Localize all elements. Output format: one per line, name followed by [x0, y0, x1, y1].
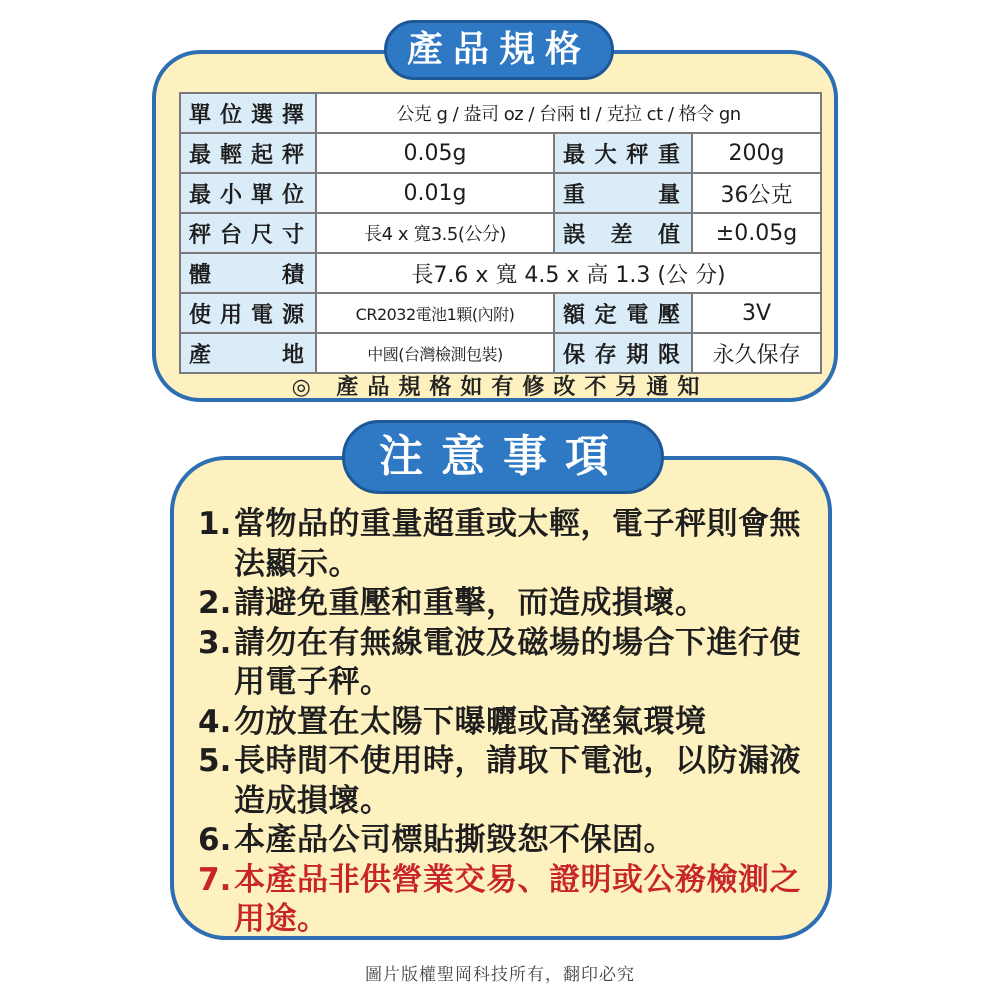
spec-label: 額定電壓	[554, 293, 692, 333]
spec-row-volume	[180, 253, 821, 293]
notice-number: 2.	[198, 585, 232, 621]
spec-label: 秤台尺寸	[180, 213, 316, 253]
notice-item	[198, 821, 818, 861]
notice-text: 長時間不使用時，請取下電池，以防漏液造成損壞。	[234, 743, 801, 819]
notice-number: 3.	[198, 624, 232, 661]
spec-value: 公克 g / 盎司 oz / 台兩 tl / 克拉 ct / 格令 gn	[316, 93, 821, 133]
spec-value: CR2032電池1顆(內附)	[316, 293, 554, 333]
notice-number: 4.	[198, 703, 232, 740]
spec-label: 重 量	[554, 173, 692, 213]
notice-item	[198, 742, 818, 821]
notice-item	[198, 505, 818, 584]
spec-value: 0.01g	[316, 173, 554, 213]
notice-number: 1.	[198, 506, 232, 542]
notice-text: 本產品非供營業交易、證明或公務檢測之用途。	[234, 861, 801, 937]
notice-number: 7.	[198, 861, 232, 898]
spec-row	[180, 213, 821, 253]
notice-text: 請勿在有無線電波及磁場的場合下進行使用電子秤。	[234, 624, 801, 700]
notice-title-badge: 注意事項	[342, 420, 664, 494]
spec-label: 單位選擇	[180, 93, 316, 133]
spec-value: 3V	[692, 293, 821, 333]
copyright-notice: 圖片版權聖岡科技所有，翻印必究	[365, 965, 635, 985]
notice-text: 當物品的重量超重或太輕，電子秤則會無法顯示。	[234, 506, 801, 582]
spec-row	[180, 293, 821, 333]
spec-label: 產 地	[180, 333, 316, 373]
notice-number: 6.	[198, 822, 232, 858]
spec-change-note: ◎ 產品規格如有修改不另通知	[291, 375, 709, 400]
notice-item	[198, 584, 818, 624]
spec-title-badge: 產品規格	[384, 20, 614, 80]
spec-value: 0.05g	[316, 133, 554, 173]
spec-label: 保存期限	[554, 333, 692, 373]
spec-label: 最大秤重	[554, 133, 692, 173]
spec-value: 200g	[692, 133, 821, 173]
spec-value: 永久保存	[692, 333, 821, 373]
spec-label: 最小單位	[180, 173, 316, 213]
notice-item-warning	[198, 861, 818, 940]
spec-row	[180, 333, 821, 373]
notice-text: 本產品公司標貼撕毀恕不保固。	[234, 822, 675, 858]
spec-value: 36公克	[692, 173, 821, 213]
spec-value: 長4 x 寬3.5(公分)	[316, 213, 554, 253]
spec-row	[180, 133, 821, 173]
spec-row-units	[180, 93, 821, 133]
notice-item	[198, 703, 818, 743]
spec-table	[179, 92, 822, 374]
spec-value: 長7.6 x 寬 4.5 x 高 1.3 (公 分)	[316, 253, 821, 293]
notice-item	[198, 624, 818, 703]
spec-label: 誤 差 值	[554, 213, 692, 253]
spec-label: 最輕起秤	[180, 133, 316, 173]
notice-number: 5.	[198, 743, 232, 779]
spec-label: 體 積	[180, 253, 316, 293]
notice-text: 勿放置在太陽下曝曬或高溼氣環境	[234, 703, 707, 740]
spec-value: 中國(台灣檢測包裝)	[316, 333, 554, 373]
spec-value: ±0.05g	[692, 213, 821, 253]
notice-list	[198, 505, 818, 940]
spec-row	[180, 173, 821, 213]
notice-text: 請避免重壓和重擊，而造成損壞。	[234, 585, 707, 621]
spec-label: 使用電源	[180, 293, 316, 333]
